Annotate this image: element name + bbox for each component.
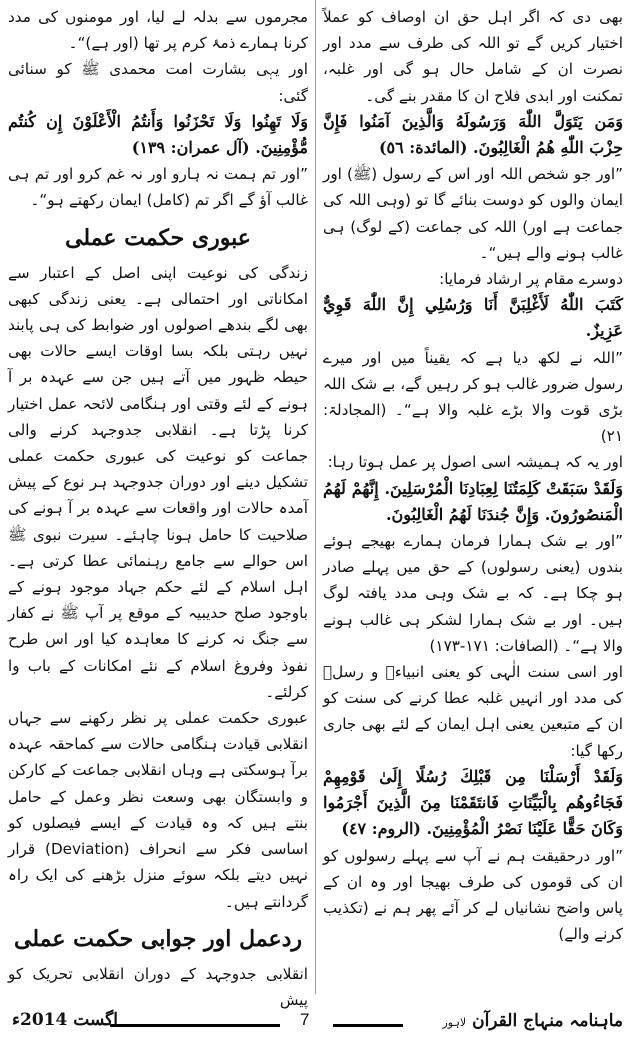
page-footer <box>0 1002 631 1046</box>
quran-verse: وَمَن يَتَوَلَّ اللّٰهَ وَرَسُولَهُ وَالَّذِينَ آمَنُوا فَإِنَّ حِزْبَ اللّٰهِ هُمُ الْغَالِبُونَ. (المائدة: ٥٦) <box>323 111 623 158</box>
column-divider <box>315 0 316 994</box>
paragraph: بھی دی کہ اگر اہل حق ان اوصاف کو عملاً اختیار کریں گے تو اللہ کی طرف سے مدد اور نصرت ان کے شامل حال ہو گی اور غلبہ، تمکنت اور ابدی فلاح ان کا مقدر بنے گی۔ <box>323 8 623 105</box>
footer-rule-left <box>110 1024 280 1027</box>
paragraph: انقلابی جدوجہد کے دوران انقلابی تحریک کو پیش <box>8 964 308 1009</box>
paragraph: اور یہ کہ ہمیشہ اسی اصول پر عمل ہوتا رہا: <box>327 453 623 472</box>
paragraph: ”اور جو شخص اللہ اور اس کے رسول (ﷺ) اور ایمان والوں کو دوست بنائے گا تو (وہی اللہ کی جماعت ہے اور) اللہ کی جماعت (کے لوگ) ہی غالب ہونے والے ہیں“۔ <box>323 165 623 262</box>
paragraph: ”اور تم ہمت نہ ہارو اور نہ غم کرو اور تم ہی غالب آؤ گے اگر تم (کامل) ایمان رکھتے ہو“۔ <box>8 165 308 210</box>
footer-rule-right <box>333 1024 403 1027</box>
paragraph: دوسرے مقام پر ارشاد فرمایا: <box>439 270 623 289</box>
page-number: 7 <box>300 1010 310 1029</box>
right-column <box>323 4 623 947</box>
left-column <box>8 4 308 1013</box>
quran-verse: وَلَقَدْ سَبَقَتْ كَلِمَتُنَا لِعِبَادِنَا الْمُرْسَلِينَ. إِنَّهُمْ لَهُمُ الْمَنصُورُونَ. وَإِنَّ جُندَنَا لَهُمُ الْغَالِبُونَ. <box>323 478 623 524</box>
paragraph: عبوری حکمت عملی پر نظر رکھنے سے جہاں انقلابی قیادت ہنگامی حالات سے کماحقہ عہدہ برآ ہوسکتی ہے وہاں انقلابی جماعت کے کارکن و وابستگان بھی وسعت نظر وعمل کے حامل بنتے ہیں کہ وہ قیادت کے ایسے فیصلوں کو اساسی فکر سے انحراف (Deviation) قرار نہیں دیتے بلکہ سوئے منزل بڑھنے کی ایک راہ گردانتے ہیں۔ <box>8 709 308 911</box>
paragraph: ”اور بے شک ہمارا فرمان ہمارے بھیجے ہوئے بندوں (یعنی رسولوں) کے حق میں پہلے صادر ہو چکا ہے۔ کہ بے شک وہی مدد یافتہ لوگ ہیں۔ اور بے شک ہمارا لشکر ہی غالب ہونے والا ہے“۔ (الصافات: ١٧١-١٧٣) <box>323 532 623 655</box>
section-heading-reaction-strategy: ردعمل اور جوابی حکمت عملی <box>14 925 302 952</box>
paragraph: ”اور درحقیقت ہم نے آپ سے پہلے رسولوں کو ان کی قوموں کی طرف بھیجا اور وہ ان کے پاس واضح نشانیاں لے کر آئے پھر ہم نے (تکذیب کرنے والے) <box>323 846 623 944</box>
magazine-name: ماہنامہ منہاج القرآن <box>472 1011 623 1031</box>
issue-date: اگست 2014ء <box>12 1010 118 1030</box>
paragraph: زندگی کی نوعیت اپنی اصل کے اعتبار سے امکاناتی اور احتمالی ہے۔ یعنی زندگی کبھی بھی لگے بندھے اصولوں اور ضوابط کی ہی پابند نہیں رہتی بلکہ بسا اوقات ایسے حالات بھی حیطہ ظہور میں آتے ہیں جن سے عہدہ بر آ ہونے کے لئے وقتی اور ہنگامی لائحہ عمل اختیار کرنا پڑتا ہے۔ انقلابی جدوجہد کرنے والی جماعت کو نوعیت کی عبوری حکمت عملی تشکیل دینے اور دوران جدوجہد ہر نوع کے پیش آمدہ حالات اور واقعات سے عہدہ بر آ ہونے کی صلاحیت کا حامل ہونا چاہئے۔ سیرت نبوی ﷺ اس حوالے سے جامع رہنمائی عطا کرتی ہے۔ اہل اسلام کے لئے حکم جہاد موجود ہونے کے باوجود صلح حدیبیہ کے موقع پر آپ ﷺ نے کفار سے جنگ نہ کرنے کا معاہدہ کیا اور اس طرح نفوذ وفروغ اسلام کے نئے امکانات کے باب وا کرلئے۔ <box>8 263 308 701</box>
magazine-city: لاہور <box>442 1016 467 1029</box>
quran-verse: وَلَا تَهِنُوا وَلَا تَحْزَنُوا وَأَنتُمُ الْأَعْلَوْنَ إِن كُنتُم مُّؤْمِنِينَ. (آل عمران: ١٣٩) <box>8 111 308 158</box>
section-heading-interim-strategy: عبوری حکمت عملی <box>65 224 251 251</box>
paragraph: اور اسی سنت الٰہی کو یعنی انبیاءؑ و رسلؑ کی مدد اور انہیں غلبہ عطا کرنے کی سنت کو ان کے متبعین یعنی اہل ایمان کے لئے بھی جاری رکھا گیا: <box>323 663 623 760</box>
magazine-title <box>442 1010 623 1031</box>
quran-verse: وَلَقَدْ أَرْسَلْنَا مِن قَبْلِكَ رُسُلًا إِلَىٰ قَوْمِهِمْ فَجَاءُوهُم بِالْبَيِّنَاتِ فَانتَقَمْنَا مِنَ الَّذِينَ أَجْرَمُوا وَكَانَ حَقًّا عَلَيْنَا نَصْرُ الْمُؤْمِنِينَ. (الروم: ٤٧) <box>323 766 623 839</box>
paragraph: اور یہی بشارت امت محمدی ﷺ کو سنائی گئی: <box>8 60 308 105</box>
paragraph: مجرموں سے بدلہ لے لیا، اور مومنوں کی مدد کرنا ہمارے ذمۂ کرم پر تھا (اور ہے)“۔ <box>8 8 308 53</box>
quran-verse: كَتَبَ اللّٰهُ لَأَغْلِبَنَّ أَنَا وَرُسُلِي إِنَّ اللّٰهَ قَوِيٌّ عَزِيزٌ. <box>323 295 623 341</box>
paragraph: ”اللہ نے لکھ دیا ہے کہ یقیناً میں اور میرے رسول ضرور غالب ہو کر رہیں گے، بے شک اللہ بڑی قوت والا بڑے غلبہ والا ہے“۔ (المجادلۃ: ٢١) <box>323 348 623 446</box>
